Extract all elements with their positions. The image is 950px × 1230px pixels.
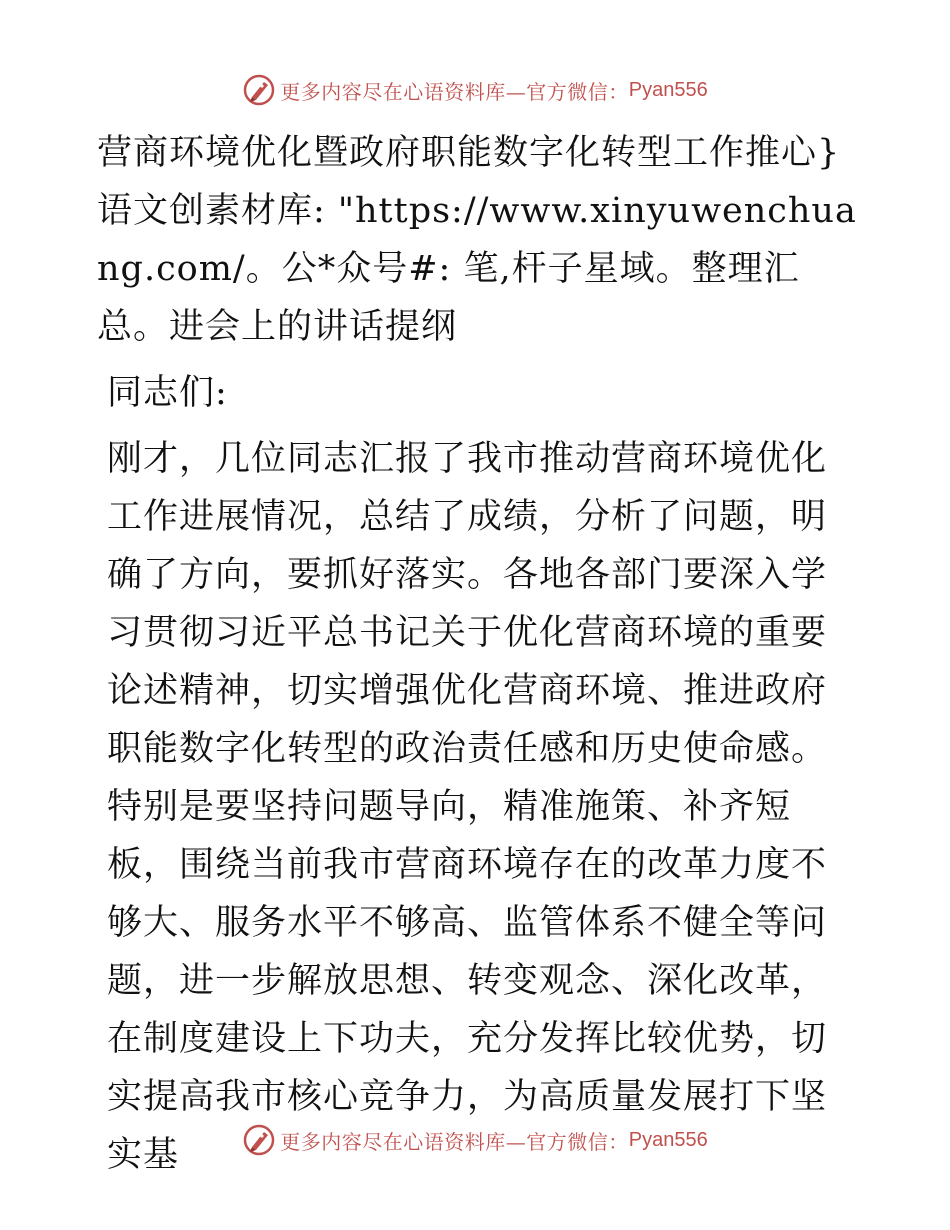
watermark-text: 更多内容尽在心语资料库—官方微信： — [280, 79, 629, 104]
document-title: 营商环境优化暨政府职能数字化转型工作推心}语文创素材库: "https://www.xinyuwenchuang.com/。公*众号#: 笔,杆子星域。整理汇总。进会上的讲话提纲 — [97, 133, 857, 347]
wechat-id: Pyan556 — [628, 1128, 708, 1151]
pen-nib-logo-icon — [242, 1123, 276, 1157]
header-watermark — [0, 72, 950, 108]
wechat-id: Pyan556 — [628, 78, 708, 101]
watermark-text: 更多内容尽在心语资料库—官方微信： — [280, 1129, 629, 1154]
salutation: 同志们: — [107, 373, 228, 413]
document-body — [97, 124, 857, 1184]
pen-nib-logo-icon — [242, 73, 276, 107]
footer-watermark — [0, 1122, 950, 1158]
body-paragraph: 刚才，几位同志汇报了我市推动营商环境优化工作进展情况，总结了成绩，分析了问题，明确了方向，要抓好落实。各地各部门要深入学习贯彻习近平总书记关于优化营商环境的重要论述精神，切实增强优化营商环境、推进政府职能数字化转型的政治责任感和历史使命感。特别是要坚持问题导向，精准施策、补齐短板，围绕当前我市营商环境存在的改革力度不够大、服务水平不够高、监管体系不健全等问题，进一步解放思想、转变观念、深化改革，在制度建设上下功夫，充分发挥比较优势，切实提高我市核心竞争力，为高质量发展打下坚实基 — [107, 439, 828, 1175]
